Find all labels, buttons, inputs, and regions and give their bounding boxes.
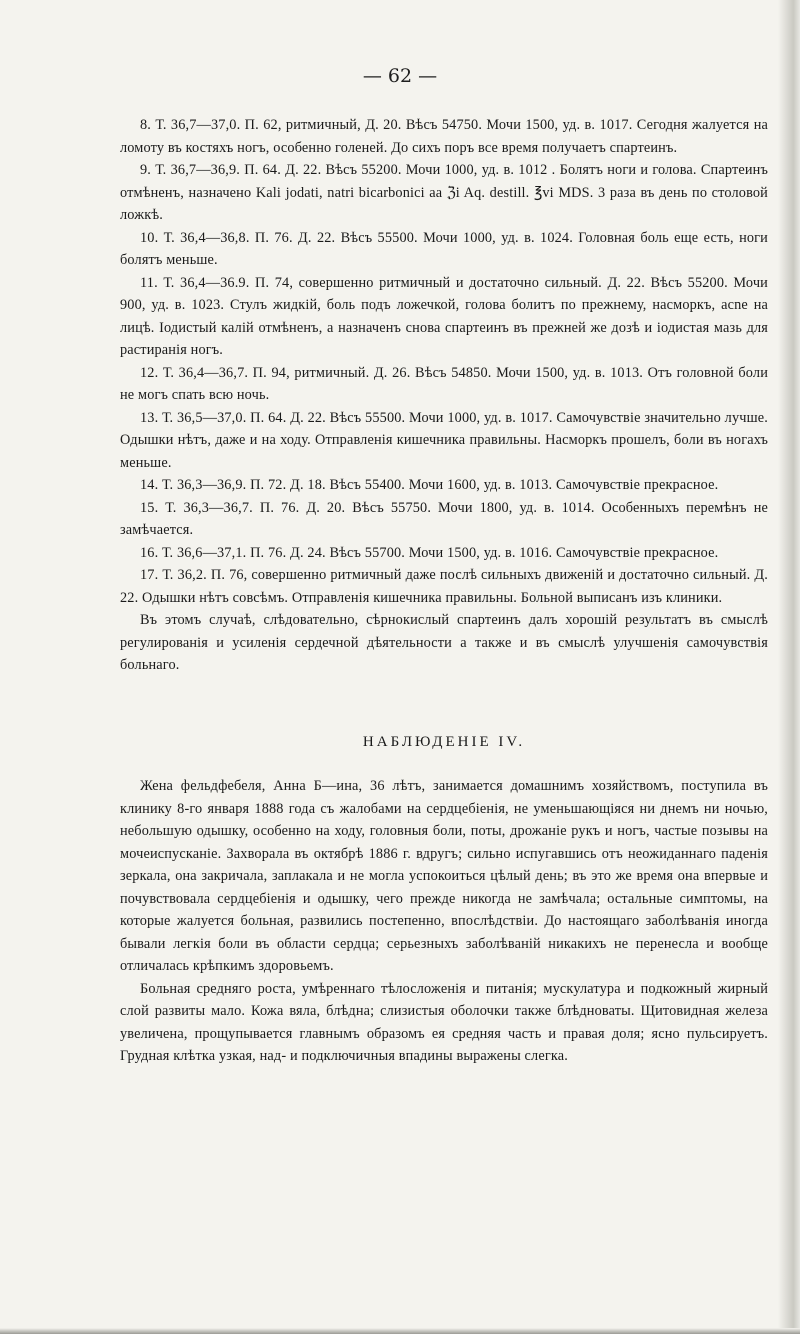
entry-paragraph: 13. Т. 36,5—37,0. П. 64. Д. 22. Вѣсъ 55500. Мочи 1000, уд. в. 1017. Самочувствіе значительно лучше. Одышки нѣтъ, даже и на ходу. Отправленія кишечника правильны. Насморкъ прошелъ, боли въ ногахъ меньше. <box>120 409 768 471</box>
page-number: — 62 — <box>362 65 438 87</box>
case-history-paragraph: Жена фельдфебеля, Анна Б—ина, 36 лѣтъ, занимается домашнимъ хозяйствомъ, поступила въ клинику 8-го января 1888 года съ жалобами на сердцебіенія, не уменьшающіяся ни днемъ ни ночью, небольшую одышку, особенно на ходу, головныя боли, поты, дрожаніе рукъ и ногъ, частые позывы на мочеиспусканіе. Захворала въ октябрѣ 1886 г. вдругъ; сильно испугавшись отъ неожиданнаго паденія зеркала, она закричала, заплакала и не могла успокоиться цѣлый день; въ это же время она впервые и почувствовала сердцебіенія и одышку, чего прежде никогда не замѣчала; остальные симптомы, на которые жалуется больная, развились постепенно, впослѣдствіи. До настоящаго заболѣванія иногда бывали легкія боли въ области сердца; серьезныхъ заболѣваній никакихъ не перенесла и вообще отличалась крѣпкимъ здоровьемъ. <box>120 778 768 974</box>
page-edge-shadow <box>778 0 800 1334</box>
entry-paragraph: 10. Т. 36,4—36,8. П. 76. Д. 22. Вѣсъ 55500. Мочи 1000, уд. в. 1024. Головная боль еще есть, ноги болятъ меньше. <box>120 229 768 268</box>
entry-paragraph: 12. Т. 36,4—36,7. П. 94, ритмичный. Д. 26. Вѣсъ 54850. Мочи 1500, уд. в. 1013. Отъ головной боли не могъ спать всю ночь. <box>120 364 768 403</box>
examination-paragraph: Больная средняго роста, умѣреннаго тѣлосложенія и питанія; мускулатура и подкожный жирный слой развиты мало. Кожа вяла, блѣдна; слизистыя оболочки также блѣдноваты. Щитовидная железа увеличена, прощупывается главнымъ образомъ ея средняя часть и правая доля; ясно пульсируетъ. Грудная клѣтка узкая, над- и подключичныя впадины выражены слегка. <box>120 980 768 1064</box>
body-text <box>120 114 768 1068</box>
entry-paragraph: 8. Т. 36,7—37,0. П. 62, ритмичный, Д. 20. Вѣсъ 54750. Мочи 1500, уд. в. 1017. Сегодня жалуется на ломоту въ костяхъ ногъ, особенно голеней. До сихъ поръ все время получаетъ спартеинъ. <box>120 117 768 156</box>
page-bottom-edge <box>0 1328 800 1334</box>
entry-paragraph: 16. Т. 36,6—37,1. П. 76. Д. 24. Вѣсъ 55700. Мочи 1500, уд. в. 1016. Самочувствіе прекрасное. <box>140 544 719 561</box>
entry-paragraph: 11. Т. 36,4—36.9. П. 74, совершенно ритмичный и достаточно сильный. Д. 22. Вѣсъ 55200. Мочи 900, уд. в. 1023. Стулъ жидкій, боль подъ ложечкой, голова болитъ по прежнему, насморкъ, acne на лицѣ. Іодистый калій отмѣненъ, а назначенъ снова спартеинъ въ прежней же дозѣ и іодистая мазь для растиранія ногъ. <box>120 274 768 358</box>
entry-paragraph: 14. Т. 36,3—36,9. П. 72. Д. 18. Вѣсъ 55400. Мочи 1600, уд. в. 1013. Самочувствіе прекрасное. <box>140 477 719 493</box>
conclusion-paragraph: Въ этомъ случаѣ, слѣдовательно, сѣрнокислый спартеинъ далъ хорошій результатъ въ смыслѣ регулированія и усиленія сердечной дѣятельности а также и въ смыслѣ улучшенія самочувствія больнаго. <box>120 612 768 673</box>
entry-paragraph: 9. Т. 36,7—36,9. П. 64. Д. 22. Вѣсъ 55200. Мочи 1000, уд. в. 1012 . Болятъ ноги и голова. Спартеинъ отмѣненъ, назначено Kali jodati, natri bicarbonici aa ℨi Aq. destill. ℥vi MDS. 3 раза въ день по столовой ложкѣ. <box>120 162 768 223</box>
entry-paragraph: 15. Т. 36,3—36,7. П. 76. Д. 20. Вѣсъ 55750. Мочи 1800, уд. в. 1014. Особенныхъ перемѣнъ не замѣчается. <box>120 499 768 538</box>
section-heading: НАБЛЮДЕНІЕ IV. <box>362 733 526 750</box>
entry-paragraph: 17. Т. 36,2. П. 76, совершенно ритмичный даже послѣ сильныхъ движеній и достаточно сильный. Д. 22. Одышки нѣтъ совсѣмъ. Отправленія кишечника правильны. Больной выписанъ изъ клиники. <box>120 567 768 606</box>
